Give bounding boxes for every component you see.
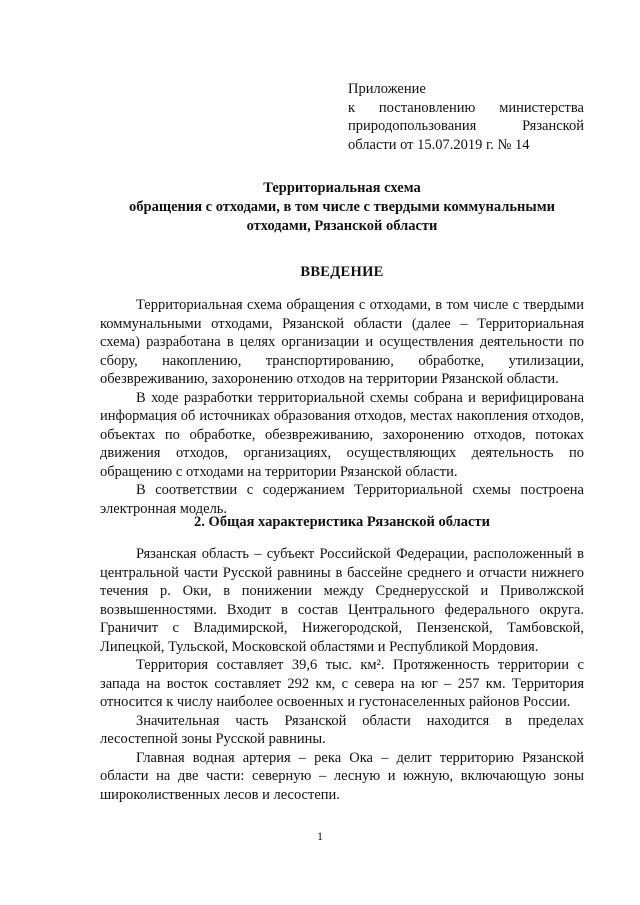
appendix-line: к постановлению министерства — [348, 99, 584, 116]
appendix-line: природопользования Рязанской — [348, 118, 584, 134]
intro-section — [100, 296, 584, 518]
title-line: Территориальная схема — [263, 180, 421, 196]
section-2-heading: 2. Общая характеристика Рязанской области — [194, 514, 490, 530]
appendix-header — [348, 80, 584, 154]
title-line: отходами, Рязанской области — [246, 218, 438, 234]
paragraph: Главная водная артерия – река Ока – делит территорию Рязанской области на две части: северную – лесную и южную, включающую зоны широколиственных лесов и лесостепи. — [100, 749, 584, 803]
document-title — [100, 179, 584, 236]
appendix-line: Приложение — [348, 81, 426, 97]
paragraph: Территория составляет 39,6 тыс. км². Протяженность территории с запада на восток составляет 292 км, с севера на юг – 257 км. Территория относится к числу наиболее освоенных и густонаселенных районов России. — [100, 657, 584, 710]
appendix-line: области от 15.07.2019 г. № 14 — [348, 136, 530, 153]
paragraph: Территориальная схема обращения с отходами, в том числе с твердыми коммунальными отходами, Рязанской области (далее – Территориальная схема) разработана в целях организации и осуществления деятельности по сбору, накоплению, транспортированию, обработке, утилизации, обезвреживанию, захоронению отходов на территории Рязанской области. — [100, 297, 584, 387]
title-line: обращения с отходами, в том числе с твердыми коммунальными — [129, 199, 555, 215]
paragraph: Рязанская область – субъект Российской Федерации, расположенный в центральной части Русской равнины в бассейне среднего и отчасти нижнего течения р. Оки, в понижении между Среднерусской и Приволжской возвышенностями. Входит в состав Центрального федерального округа. Граничит с Владимирской, Нижегородской, Пензенской, Тамбовской, Липецкой, Тульской, Московской областями и Республикой Мордовия. — [100, 546, 584, 655]
paragraph: В соответствии с содержанием Территориальной схемы построена электронная модель. — [100, 482, 584, 517]
paragraph: В ходе разработки территориальной схемы собрана и верифицирована информация об источниках образования отходов, местах накопления отходов, объектах по обработке, обезвреживанию, захоронению отходов, потоках движения отходов, организациях, осуществляющих деятельность по обращению с отходами на территории Рязанской области. — [100, 389, 584, 480]
intro-heading: ВВЕДЕНИЕ — [300, 264, 384, 280]
section-2-body — [100, 545, 584, 804]
paragraph: Значительная часть Рязанской области находится в пределах лесостепной зоны Русской равнины. — [100, 712, 584, 747]
page-number: 1 — [317, 829, 323, 843]
